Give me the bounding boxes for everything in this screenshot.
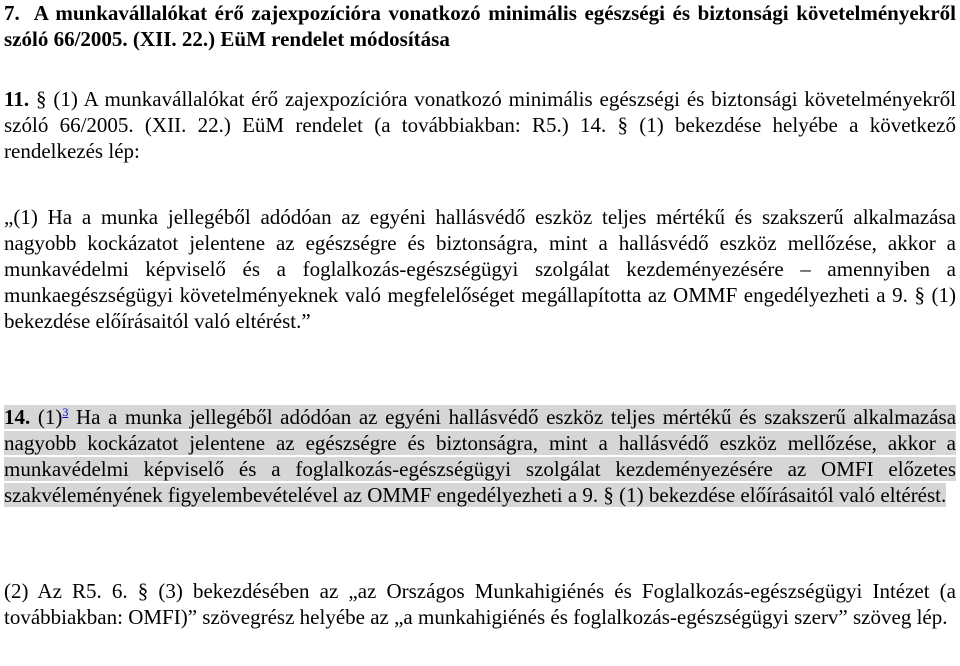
footnote-ref bbox=[62, 405, 68, 419]
paragraph-14-number: 14. bbox=[4, 405, 31, 429]
paragraph-14-label: (1) bbox=[37, 405, 63, 429]
paragraph-14-highlight bbox=[4, 405, 956, 507]
heading-text: A munkavállalókat érő zajexpozícióra vonatkozó minimális egészségi és biztonsági követelményekről szóló 66/2005. (XII. 22.) EüM rendelet módosítása bbox=[4, 1, 957, 51]
paragraph-2 bbox=[4, 578, 956, 630]
section-heading bbox=[4, 0, 956, 52]
paragraph-2-text: (2) Az R5. 6. § (3) bekezdésében az „az Országos Munkahigiénés és Foglalkozás-egészségügyi Intézet (a továbbiakban: OMFI)” szövegrész helyébe az „a munkahigiénés és foglalkozás-egészségügyi szerv” szöveg lép. bbox=[4, 579, 956, 629]
paragraph-14-text: Ha a munka jellegéből adódóan az egyéni hallásvédő eszköz teljes mértékű és szakszerű alkalmazása nagyobb kockázatot jelentene az egészségre és biztonságra, mint a hallásvédő eszköz mellőzése, akkor a munkavédelmi képviselő és a foglalkozás-egészségügyi szolgálat kezdeményezésére az OMFI előzetes szakvéleményének figyelembevételével az OMMF engedélyezheti a 9. § (1) bekezdése előírásaitól való eltérést. bbox=[4, 405, 957, 507]
footnote-link[interactable]: 3 bbox=[62, 405, 69, 419]
paragraph-11-section-sign: § bbox=[35, 87, 47, 111]
paragraph-14 bbox=[4, 404, 956, 508]
paragraph-11-text: (1) A munkavállalókat érő zajexpozícióra vonatkozó minimális egészségi és biztonsági követelményekről szóló 66/2005. (XII. 22.) EüM rendelet (a továbbiakban: R5.) 14. § (1) bekezdése helyébe a következő rendelkezés lép: bbox=[4, 87, 957, 163]
paragraph-11-number: 11. bbox=[4, 87, 30, 111]
paragraph-11 bbox=[4, 86, 956, 164]
quoted-provision bbox=[4, 204, 956, 334]
quoted-provision-text: „(1) Ha a munka jellegéből adódóan az egyéni hallásvédő eszköz teljes mértékű és szakszerű alkalmazása nagyobb kockázatot jelentene az egészségre és biztonságra, mint a hallásvédő eszköz mellőzése, akkor a munkavédelmi képviselő és a foglalkozás-egészségügyi szolgálat kezdeményezésére – amennyiben a munkaegészségügyi követelményeknek való megfelelőséget megállapította az OMMF engedélyezheti a 9. § (1) bekezdése előírásaitól való eltérést.” bbox=[4, 205, 956, 333]
heading-number: 7. bbox=[4, 1, 20, 25]
